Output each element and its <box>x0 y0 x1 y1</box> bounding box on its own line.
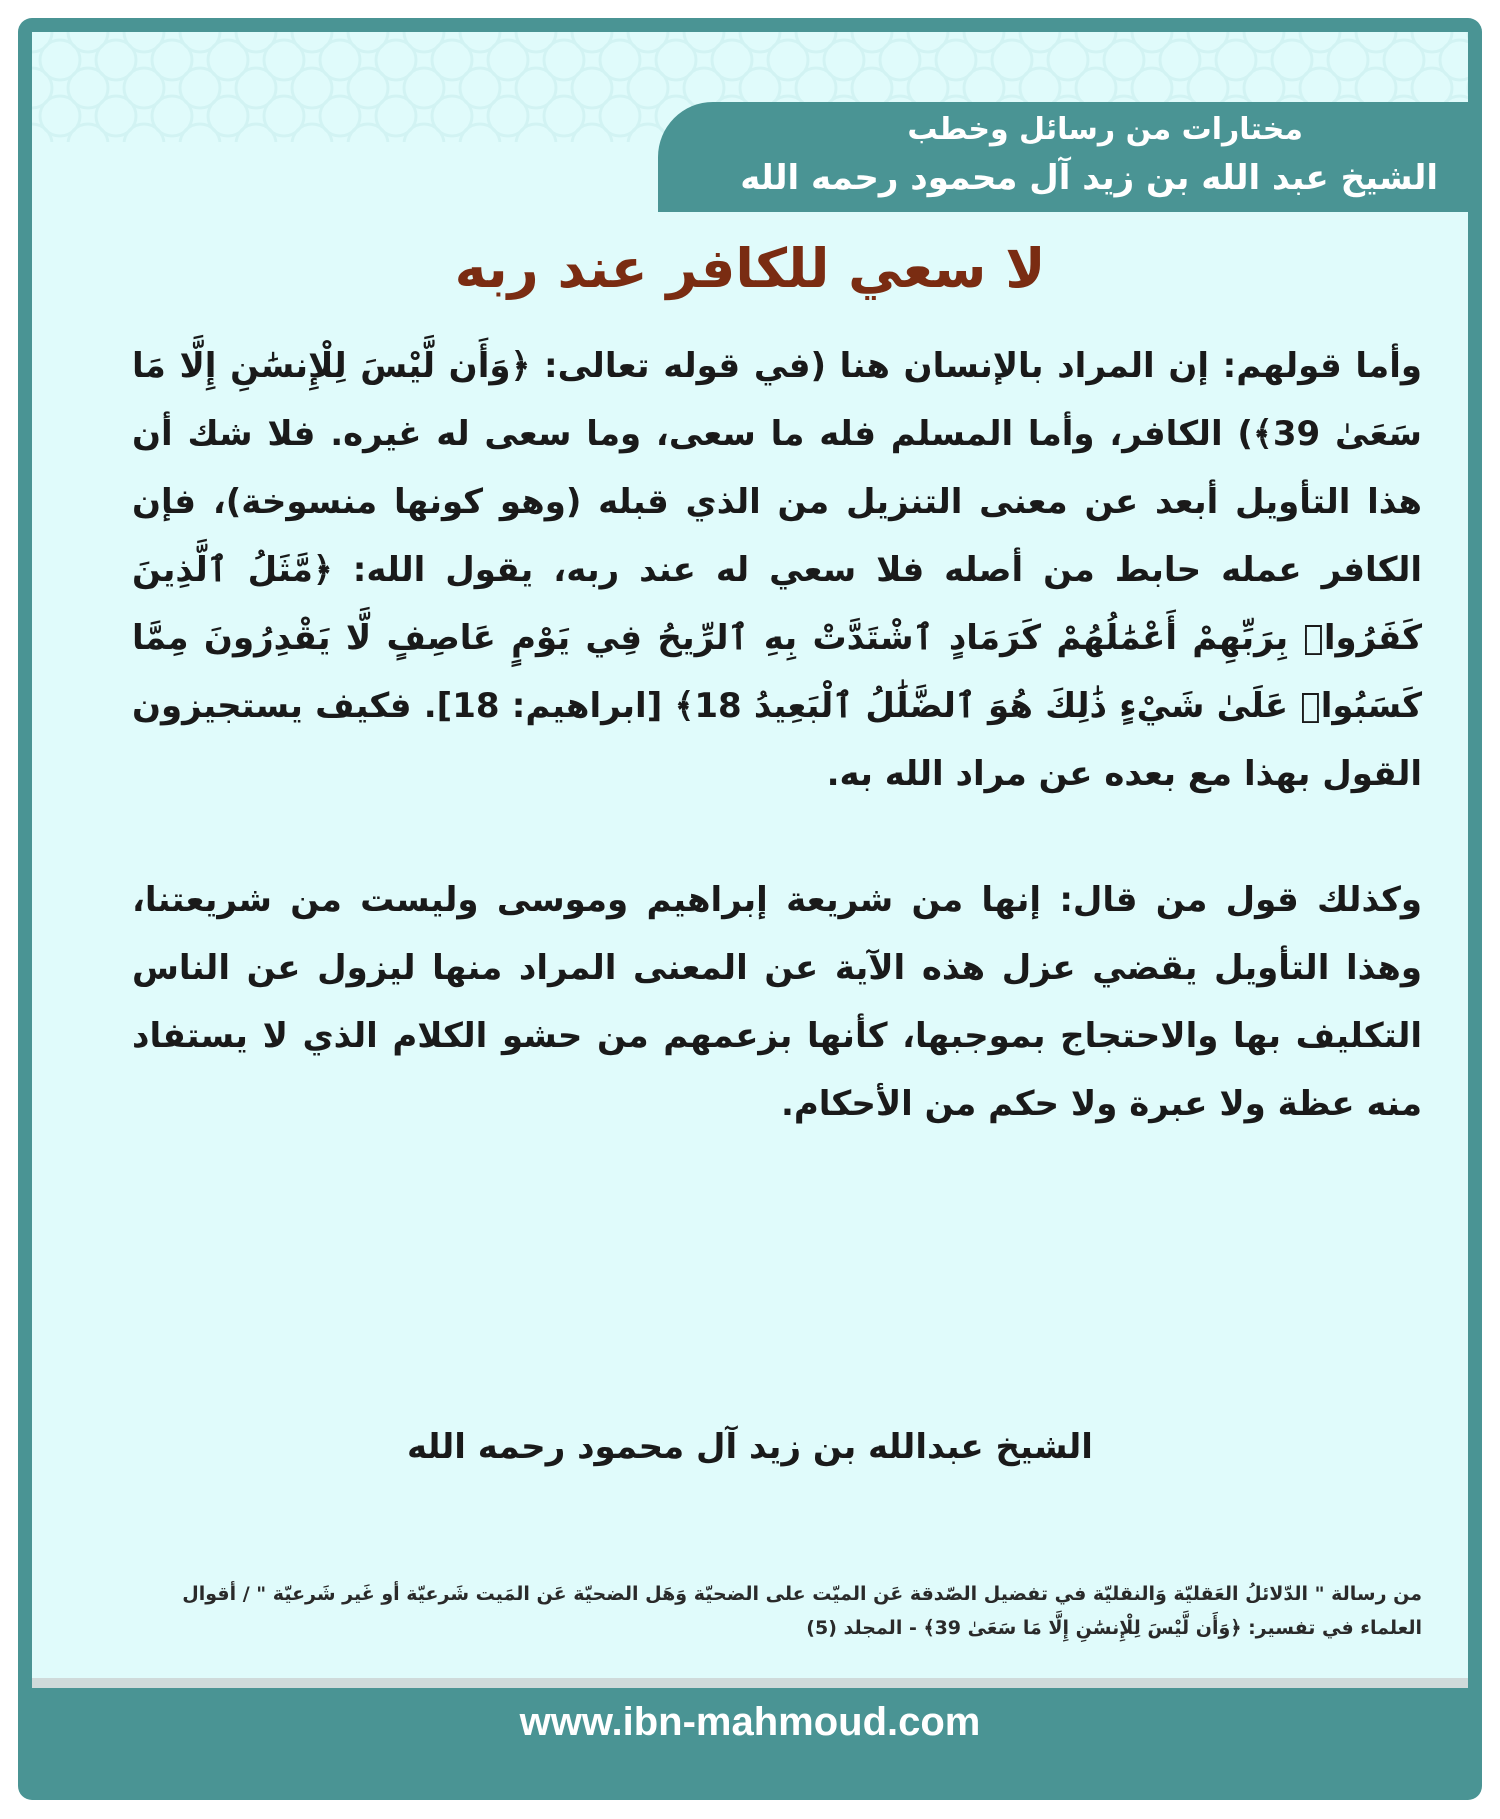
source-citation: من رسالة " الدّلائلُ العَقليّة وَالنقليّة في تفضيل الصّدقة عَن الميّت على الضحيّة وَهَل الضحيّة عَن المَيت شَرعيّة أو غَير شَرعيّة " / أقوال العلماء في تفسير: ﴿وَأَن لَّيْسَ لِلْإِنسَٰنِ إِلَّا مَا سَعَىٰ 39﴾ - المجلد (5) <box>182 1583 1422 1639</box>
author-signature: الشيخ عبدالله بن زيد آل محمود رحمه الله <box>407 1427 1093 1467</box>
paragraph-2: وكذلك قول من قال: إنها من شريعة إبراهيم وموسى وليست من شريعتنا، وهذا التأويل يقضي عزل هذه الآية عن المعنى المراد منها ليزول عن الناس التكليف بها والاحتجاج بموجبها، كأنها بزعمهم من حشو الكلام الذي لا يستفاد منه عظة ولا عبرة ولا حكم من الأحكام. <box>132 880 1422 1124</box>
website-link[interactable]: www.ibn-mahmoud.com <box>519 1700 981 1744</box>
paragraph-1: وأما قولهم: إن المراد بالإنسان هنا (في قوله تعالى: ﴿وَأَن لَّيْسَ لِلْإِنسَٰنِ إِلَّا مَا سَعَىٰ 39﴾) الكافر، وأما المسلم فله ما سعى، وما سعى له غيره. فلا شك أن هذا التأويل أبعد عن معنى التنزيل من الذي قبله (وهو كونها منسوخة)، فإن الكافر عمله حابط من أصله فلا سعي له عند ربه، يقول الله: ﴿مَّثَلُ ٱلَّذِينَ كَفَرُوا۟ بِرَبِّهِمْ أَعْمَٰلُهُمْ كَرَمَادٍ ٱشْتَدَّتْ بِهِ ٱلرِّيحُ فِي يَوْمٍ عَاصِفٍ لَّا يَقْدِرُونَ مِمَّا كَسَبُوا۟ عَلَىٰ شَيْءٍ ذَٰلِكَ هُوَ ٱلضَّلَٰلُ ٱلْبَعِيدُ 18﴾ [ابراهيم: 18]. فكيف يستجيزون القول بهذا مع بعده عن مراد الله به. <box>132 346 1422 794</box>
footer-divider <box>32 1678 1468 1688</box>
poster-frame <box>18 18 1482 1800</box>
header-series-title: مختارات من رسائل وخطب <box>907 112 1303 147</box>
header-banner <box>658 102 1468 212</box>
article-title: لا سعي للكافر عند ربه <box>454 237 1046 300</box>
content-panel <box>32 32 1468 1678</box>
article-body <box>132 332 1422 1196</box>
header-author-name: الشيخ عبد الله بن زيد آل محمود رحمه الله <box>740 158 1438 198</box>
